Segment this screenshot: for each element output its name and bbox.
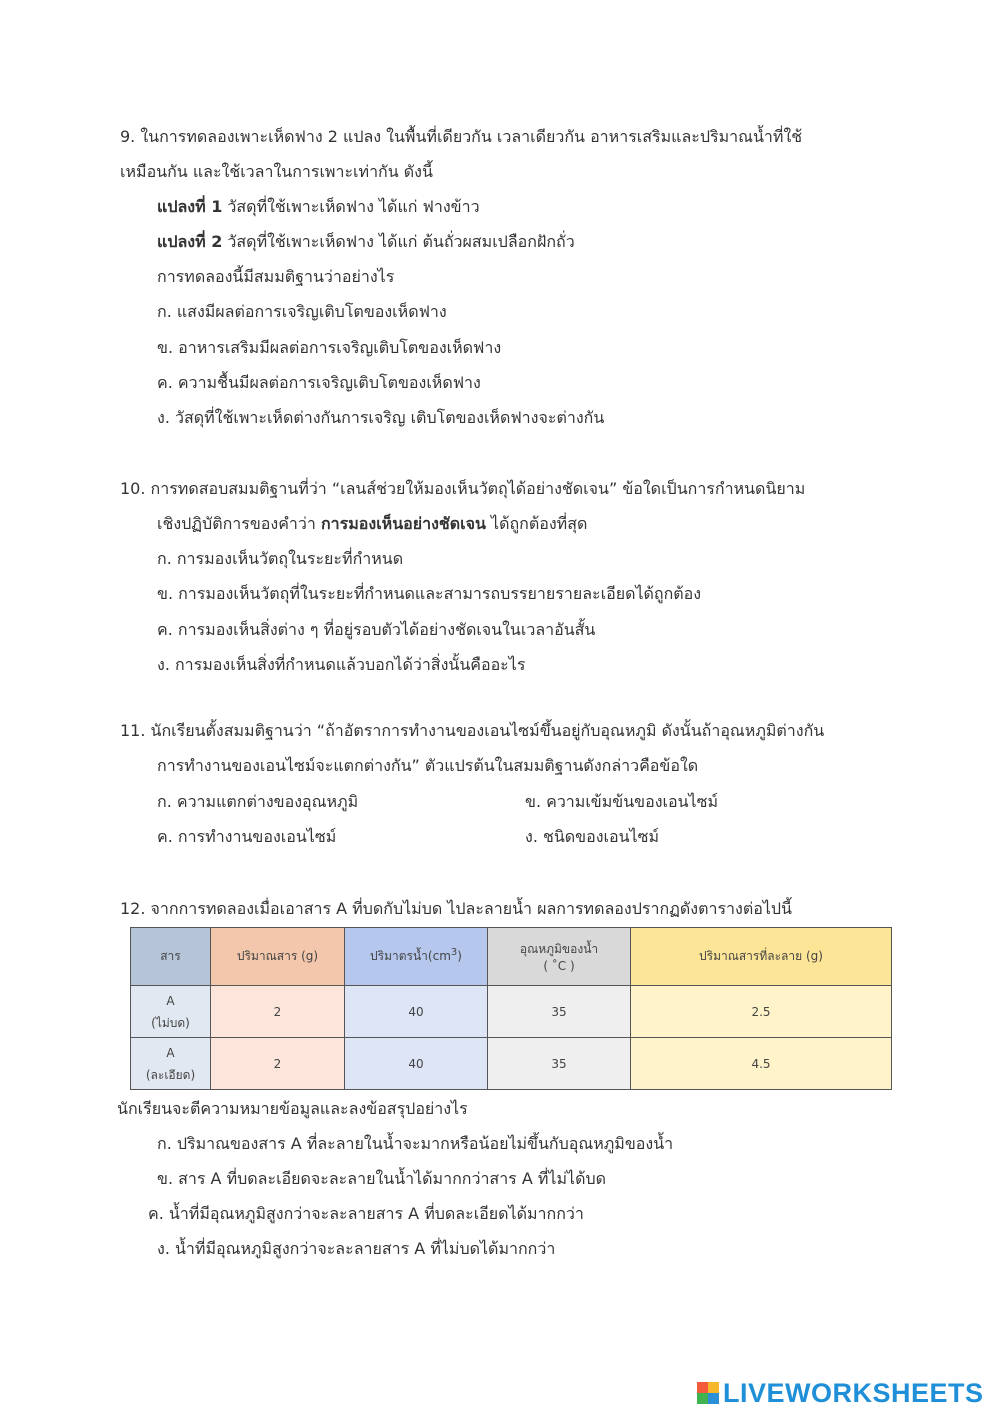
cell-substance-name: A: [166, 1045, 175, 1060]
q9-plot2: [157, 230, 575, 254]
table-row: [131, 1038, 892, 1090]
q9-plot2-label: แปลงที่ 2: [157, 232, 223, 251]
header-water-volume: [345, 928, 488, 986]
header-water-volume-text: ปริมาตรน้ำ(cm: [370, 949, 451, 963]
q10-option-a[interactable]: ก. การมองเห็นวัตถุในระยะที่กำหนด: [157, 549, 404, 568]
q9-option-d[interactable]: ง. วัสดุที่ใช้เพาะเห็ดต่างกันการเจริญ เติบโตของเห็ดฟางจะต่างกัน: [157, 408, 605, 427]
logo-mark-square: [697, 1382, 708, 1393]
q9-option-b[interactable]: ข. อาหารเสริมมีผลต่อการเจริญเติบโตของเห็ดฟาง: [157, 338, 502, 357]
q10-line2-pre: เชิงปฏิบัติการของคำว่า: [157, 514, 321, 533]
header-substance: สาร: [131, 928, 211, 986]
header-water-temp-text: อุณหภูมิของน้ำ: [519, 942, 599, 956]
q10-line2: [157, 512, 587, 536]
cell-substance-name: A: [166, 993, 175, 1008]
cell-substance: [131, 986, 211, 1038]
q12-option-d[interactable]: ง. น้ำที่มีอุณหภูมิสูงกว่าจะละลายสาร A ที่ไม่บดได้มากกว่า: [157, 1239, 556, 1258]
q11-line1: 11. นักเรียนตั้งสมมติฐานว่า “ถ้าอัตราการทำงานของเอนไซม์ขึ้นอยู่กับอุณหภูมิ ดังนั้นถ้าอุณหภูมิต่างกัน: [120, 721, 825, 740]
q9-plot2-text: วัสดุที่ใช้เพาะเห็ดฟาง ได้แก่ ต้นถั่วผสมเปลือกฝักถั่ว: [222, 232, 575, 251]
q10-line2-bold: การมองเห็นอย่างชัดเจน: [320, 514, 486, 533]
cell-water-volume: 40: [345, 986, 488, 1038]
header-water-volume-close: ): [457, 949, 462, 963]
q9-question: การทดลองนี้มีสมมติฐานว่าอย่างไร: [157, 267, 395, 286]
logo-mark-square: [708, 1382, 719, 1393]
header-dissolved: ปริมาณสารที่ละลาย (g): [631, 928, 892, 986]
q12-option-b[interactable]: ข. สาร A ที่บดละเอียดจะละลายในน้ำได้มากกว่าสาร A ที่ไม่ได้บด: [157, 1169, 607, 1188]
header-amount: ปริมาณสาร (g): [211, 928, 345, 986]
q11-option-c[interactable]: ค. การทำงานของเอนไซม์: [157, 827, 337, 846]
cell-substance: [131, 1038, 211, 1090]
logo-mark-icon: [697, 1382, 719, 1404]
header-water-temp: [488, 928, 631, 986]
q11-option-d[interactable]: ง. ชนิดของเอนไซม์: [525, 827, 659, 846]
q9-option-a[interactable]: ก. แสงมีผลต่อการเจริญเติบโตของเห็ดฟาง: [157, 302, 447, 321]
q9-line1: 9. ในการทดลองเพาะเห็ดฟาง 2 แปลง ในพื้นที่เดียวกัน เวลาเดียวกัน อาหารเสริมและปริมาณน้ำที่ใช้: [120, 127, 803, 146]
q11-line2: การทำงานของเอนไซม์จะแตกต่างกัน” ตัวแปรต้นในสมมติฐานดังกล่าวคือข้อใด: [157, 756, 699, 775]
liveworksheets-logo[interactable]: [697, 1376, 984, 1410]
q10-option-d[interactable]: ง. การมองเห็นสิ่งที่กำหนดแล้วบอกได้ว่าสิ่งนั้นคืออะไร: [157, 655, 526, 674]
q10-option-c[interactable]: ค. การมองเห็นสิ่งต่าง ๆ ที่อยู่รอบตัวได้อย่างชัดเจนในเวลาอันสั้น: [157, 620, 596, 639]
logo-mark-square: [697, 1393, 708, 1404]
results-table: [130, 927, 892, 1090]
q12-option-c[interactable]: ค. น้ำที่มีอุณหภูมิสูงกว่าจะละลายสาร A ที่บดละเอียดได้มากกว่า: [148, 1204, 584, 1223]
q9-line2: เหมือนกัน และใช้เวลาในการเพาะเท่ากัน ดังนี้: [120, 162, 433, 181]
q10-option-b[interactable]: ข. การมองเห็นวัตถุที่ในระยะที่กำหนดและสามารถบรรยายรายละเอียดได้ถูกต้อง: [157, 584, 702, 603]
q12-line1: 12. จากการทดลองเมื่อเอาสาร A ที่บดกับไม่บด ไปละลายน้ำ ผลการทดลองปรากฏดังตารางต่อไปนี้: [120, 899, 792, 918]
cell-dissolved: 4.5: [631, 1038, 892, 1090]
cell-water-volume: 40: [345, 1038, 488, 1090]
cell-dissolved: 2.5: [631, 986, 892, 1038]
table-row: [131, 986, 892, 1038]
q9-plot1-text: วัสดุที่ใช้เพาะเห็ดฟาง ได้แก่ ฟางข้าว: [222, 197, 480, 216]
cell-amount: 2: [211, 1038, 345, 1090]
cell-amount: 2: [211, 986, 345, 1038]
logo-mark-square: [708, 1393, 719, 1404]
q12-question: นักเรียนจะตีความหมายข้อมูลและลงข้อสรุปอย่างไร: [117, 1099, 468, 1118]
q12-option-a[interactable]: ก. ปริมาณของสาร A ที่ละลายในน้ำจะมากหรือน้อยไม่ขึ้นกับอุณหภูมิของน้ำ: [157, 1134, 674, 1153]
header-water-temp-unit: ( ˚C ): [543, 959, 575, 973]
q9-plot1-label: แปลงที่ 1: [157, 197, 223, 216]
table-header-row: [131, 928, 892, 986]
cell-water-temp: 35: [488, 1038, 631, 1090]
cell-substance-form: (ไม่บด): [151, 1015, 190, 1030]
q9-option-c[interactable]: ค. ความชื้นมีผลต่อการเจริญเติบโตของเห็ดฟาง: [157, 373, 481, 392]
cell-substance-form: (ละเอียด): [145, 1067, 196, 1082]
cell-water-temp: 35: [488, 986, 631, 1038]
q9-plot1: [157, 195, 480, 219]
q10-line1: 10. การทดสอบสมมติฐานที่ว่า “เลนส์ช่วยให้มองเห็นวัตถุได้อย่างชัดเจน” ข้อใดเป็นการกำหนดนิยาม: [120, 479, 806, 498]
q10-line2-post: ได้ถูกต้องที่สุด: [485, 514, 588, 533]
q11-option-b[interactable]: ข. ความเข้มข้นของเอนไซม์: [525, 792, 718, 811]
header-water-volume-sup: 3: [450, 947, 458, 958]
q11-option-a[interactable]: ก. ความแตกต่างของอุณหภูมิ: [157, 792, 359, 811]
logo-text: LIVEWORKSHEETS: [723, 1377, 984, 1408]
